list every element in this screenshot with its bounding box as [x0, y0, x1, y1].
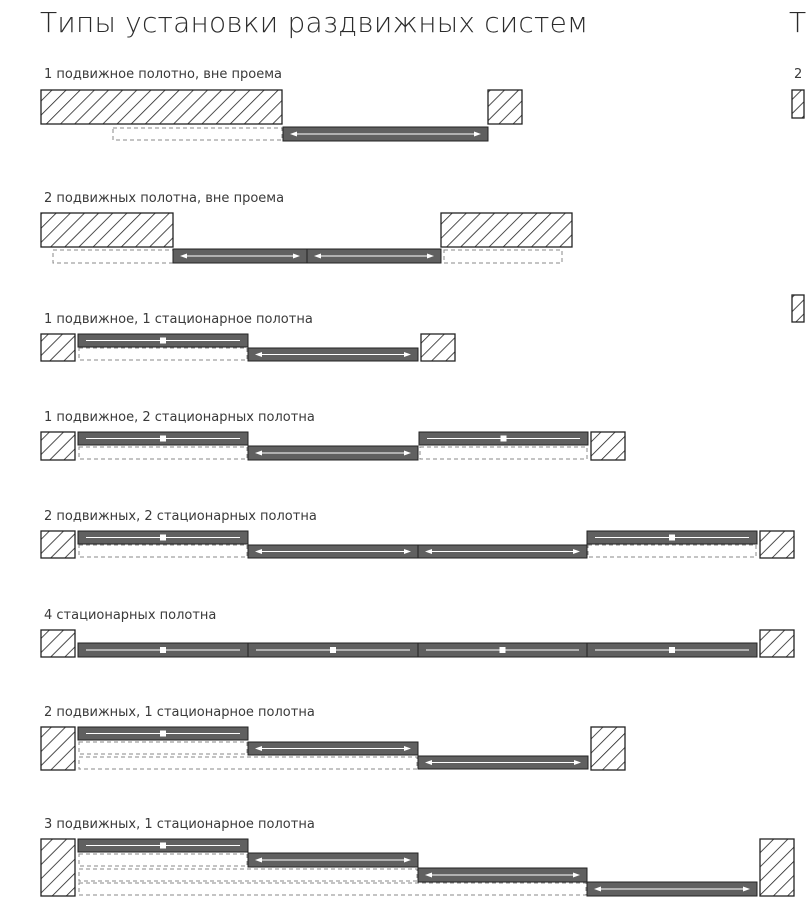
- wall-block: [441, 213, 572, 247]
- wall-block: [488, 90, 522, 124]
- caption-variant-8: 3 подвижных, 1 стационарное полотна: [44, 817, 315, 832]
- dashed-panel-position: [420, 447, 587, 459]
- fixed-mount-icon: [160, 647, 166, 653]
- fixed-mount-icon: [160, 535, 166, 541]
- dashed-panel-position: [588, 545, 756, 557]
- caption-right-column-cut: 2: [794, 67, 803, 82]
- dashed-panel-position: [79, 869, 417, 881]
- dashed-panel-position: [79, 447, 247, 459]
- dashed-panel-position: [79, 883, 586, 895]
- page-title: Типы установки раздвижных систем: [40, 6, 589, 39]
- caption-variant-4: 1 подвижное, 2 стационарных полотна: [44, 410, 315, 425]
- fixed-mount-icon: [160, 338, 166, 344]
- caption-variant-2: 2 подвижных полотна, вне проема: [44, 191, 285, 206]
- caption-variant-1: 1 подвижное полотно, вне проема: [44, 67, 283, 82]
- wall-block: [41, 531, 75, 558]
- wall-block: [760, 839, 794, 896]
- caption-variant-7: 2 подвижных, 1 стационарное полотна: [44, 705, 315, 720]
- fixed-mount-icon: [160, 436, 166, 442]
- dashed-panel-position: [113, 128, 282, 140]
- fixed-mount-icon: [330, 647, 336, 653]
- wall-block: [760, 630, 794, 657]
- wall-block: [760, 531, 794, 558]
- dashed-panel-position: [444, 250, 562, 263]
- wall-block: [41, 334, 75, 361]
- fixed-mount-icon: [500, 647, 506, 653]
- wall-block: [421, 334, 455, 361]
- fixed-mount-icon: [160, 843, 166, 849]
- caption-variant-3: 1 подвижное, 1 стационарное полотна: [44, 312, 313, 327]
- wall-block: [41, 630, 75, 657]
- dashed-panel-position: [79, 545, 247, 557]
- wall-block: [41, 839, 75, 896]
- dashed-panel-position: [79, 742, 247, 754]
- wall-block: [591, 727, 625, 770]
- wall-block: [792, 90, 804, 118]
- caption-variant-5: 2 подвижных, 2 стационарных полотна: [44, 509, 317, 524]
- fixed-mount-icon: [160, 731, 166, 737]
- wall-block: [41, 727, 75, 770]
- dashed-panel-position: [79, 348, 247, 360]
- wall-block: [41, 90, 282, 124]
- dashed-panel-position: [79, 854, 247, 866]
- wall-block: [41, 213, 173, 247]
- fixed-mount-icon: [669, 535, 675, 541]
- fixed-mount-icon: [501, 436, 507, 442]
- caption-variant-6: 4 стационарных полотна: [44, 608, 217, 623]
- dashed-panel-position: [53, 250, 173, 263]
- dashed-panel-position: [79, 757, 417, 769]
- page-title-cut-fragment: Т: [789, 6, 806, 39]
- fixed-mount-icon: [669, 647, 675, 653]
- wall-block: [41, 432, 75, 460]
- wall-block: [792, 295, 804, 322]
- wall-block: [591, 432, 625, 460]
